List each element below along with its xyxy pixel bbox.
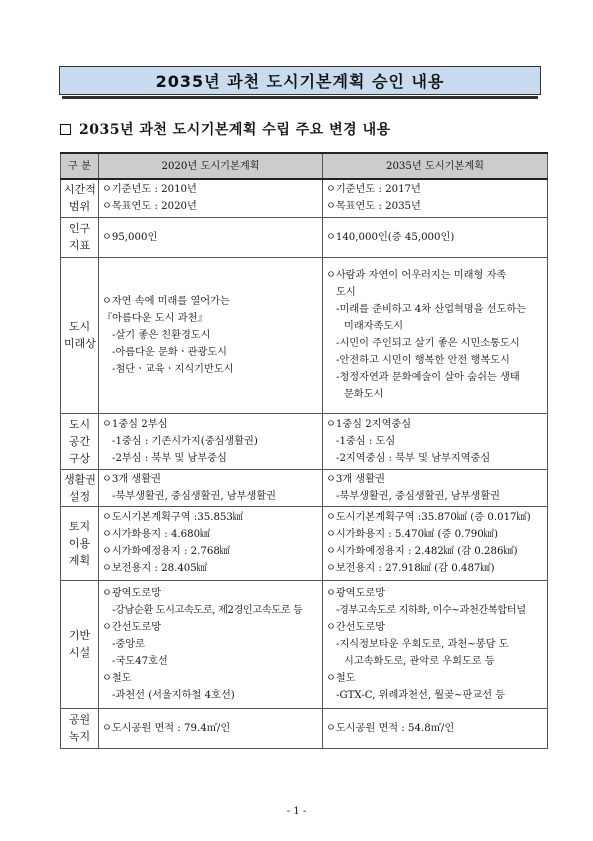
table-row: [61, 506, 548, 580]
cell-2020: ㅇ기준년도 : 2010년 ㅇ목표연도 : 2020년: [99, 179, 323, 217]
cell-2020: ㅇ1중심 2부심 -1중심 : 기존시가지(중심생활권) -2부심 : 북부 및 남부중심: [99, 413, 323, 469]
section-heading-text: 2035년 과천 도시기본계획 수립 주요 변경 내용: [79, 122, 391, 138]
row-category: 도시 공간 구상: [61, 413, 99, 469]
table-row: [61, 708, 548, 748]
cell-2035: ㅇ사람과 자연이 어우러지는 미래형 자족 도시 -미래를 준비하고 4차 산업혁명을 선도하는 미래자족도시 -시민이 주인되고 살기 좋은 시민소통도시 -안전하고 시민이 행복한 안전 행복도시 -청정자연과 문화예술이 살아 숨쉬는 생태 문화도시: [323, 257, 548, 413]
cell-2020: ㅇ자연 속에 미래를 열어가는 『아름다운 도시 과천』 -살기 좋은 친환경도시 -아름다운 문화ㆍ관광도시 -첨단ㆍ교육ㆍ지식기반도시: [99, 257, 323, 413]
cell-2035: ㅇ3개 생활권 -북부생활권, 중심생활권, 남부생활권: [323, 469, 548, 506]
cell-2035: ㅇ기준년도 : 2017년 ㅇ목표연도 : 2035년: [323, 179, 548, 217]
table-row: [61, 257, 548, 413]
table-row: [61, 580, 548, 708]
cell-2020: ㅇ도시공원 면적 : 79.4㎡/인: [99, 708, 323, 748]
header-2035-plan: 2035년 도시기본계획: [323, 153, 548, 179]
row-category: 공원 녹지: [61, 708, 99, 748]
cell-2035: ㅇ광역도로망 -경부고속도로 지하화, 이수~과천간복합터널 ㅇ간선도로망 -지식정보타운 우회도로, 과천~봉담 도 시고속화도로, 관악로 우회도로 등 ㅇ철도 -GTX-C, 위례과천선, 월곶~판교선 등: [323, 580, 548, 708]
table-header-row: [61, 153, 548, 179]
page-number: - 1 -: [286, 806, 307, 817]
cell-2035: ㅇ1중심 2지역중심 -1중심 : 도심 -2지역중심 : 북부 및 남부지역중심: [323, 413, 548, 469]
row-category: 도시 미래상: [61, 257, 99, 413]
cell-2035: ㅇ140,000인(증 45,000인): [323, 217, 548, 257]
table-row: [61, 413, 548, 469]
header-category: 구 분: [61, 153, 99, 179]
comparison-table: [60, 152, 548, 749]
header-2020-plan: 2020년 도시기본계획: [99, 153, 323, 179]
cell-2020: ㅇ광역도로망 -강남순환 도시고속도로, 제2경인고속도로 등 ㅇ간선도로망 -중앙로 -국도47호선 ㅇ철도 -과천선 (서울지하철 4호선): [99, 580, 323, 708]
document-title: [59, 66, 541, 95]
cell-2020: ㅇ95,000인: [99, 217, 323, 257]
row-category: 시간적 범위: [61, 179, 99, 217]
cell-2020: ㅇ도시기본계획구역 :35.853㎢ ㅇ시가화용지 : 4.680㎢ ㅇ시가화예정용지 : 2.768㎢ ㅇ보전용지 : 28.405㎢: [99, 506, 323, 580]
table-row: [61, 179, 548, 217]
section-heading: [60, 119, 391, 139]
cell-2035: ㅇ도시공원 면적 : 54.8㎡/인: [323, 708, 548, 748]
cell-2020: ㅇ3개 생활권 -북부생활권, 중심생활권, 남부생활권: [99, 469, 323, 506]
row-category: 토지 이용 계획: [61, 506, 99, 580]
table-row: [61, 469, 548, 506]
cell-2035: ㅇ도시기본계획구역 :35.870㎢ (증 0.017㎢) ㅇ시가화용지 : 5.470㎢ (증 0.790㎢) ㅇ시가화예정용지 : 2.482㎢ (감 0.286㎢) ㅇ보전용지 : 27.918㎢ (감 0.487㎢): [323, 506, 548, 580]
row-category: 인구 지표: [61, 217, 99, 257]
row-category: 기반 시설: [61, 580, 99, 708]
square-bullet-icon: [60, 124, 71, 135]
table-row: [61, 217, 548, 257]
row-category: 생활권 설정: [61, 469, 99, 506]
document-title-text: 2035년 과천 도시기본계획 승인 내용: [155, 72, 445, 91]
